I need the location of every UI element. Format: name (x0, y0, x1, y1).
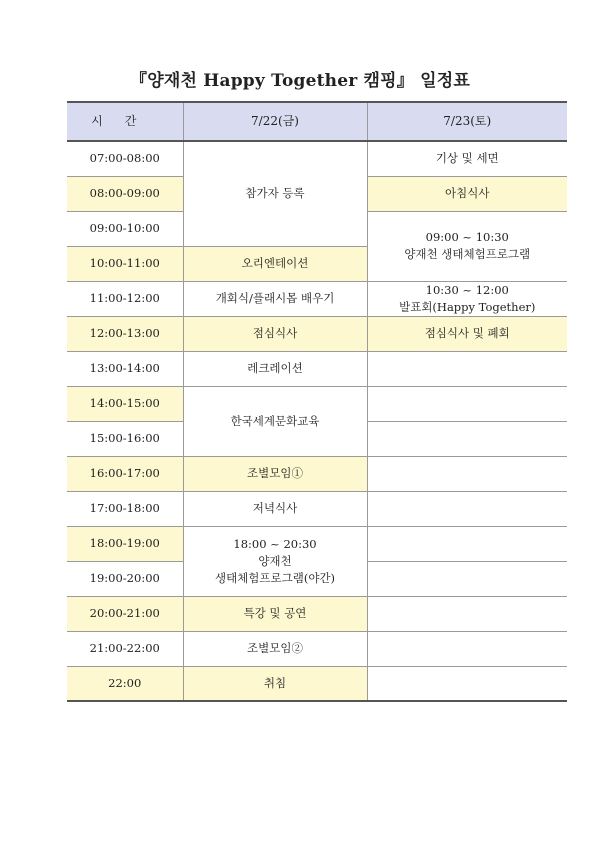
day1-group1: 조별모임① (183, 456, 367, 491)
schedule-table (67, 101, 567, 702)
table-row (67, 351, 567, 386)
time-cell: 16:00-17:00 (67, 456, 183, 491)
time-cell: 15:00-16:00 (67, 421, 183, 456)
day1-night-program-time: 18:00 ~ 20:30 (233, 536, 317, 551)
table-row (67, 386, 567, 421)
time-cell: 07:00-08:00 (67, 141, 183, 176)
day1-dinner: 저녁식사 (183, 491, 367, 526)
day1-culture: 한국세계문화교육 (183, 386, 367, 456)
time-cell: 11:00-12:00 (67, 281, 183, 316)
day1-opening: 개회식/플래시몹 배우기 (183, 281, 367, 316)
day1-sleep: 취침 (183, 666, 367, 701)
time-cell: 13:00-14:00 (67, 351, 183, 386)
header-time: 시간 (67, 102, 183, 141)
day2-empty-cell (367, 386, 567, 421)
day2-empty-cell (367, 491, 567, 526)
table-header-row (67, 102, 567, 141)
day1-lunch: 점심식사 (183, 316, 367, 351)
table-row (67, 281, 567, 316)
table-row (67, 316, 567, 351)
day2-presentation-name: 발표회(Happy Together) (399, 299, 536, 314)
day2-wake: 기상 및 세면 (367, 141, 567, 176)
header-day1: 7/22(금) (183, 102, 367, 141)
page-title: 『양재천 Happy Together 캠핑』 일정표 (130, 71, 470, 91)
time-cell: 20:00-21:00 (67, 596, 183, 631)
day2-eco-program (367, 211, 567, 281)
day1-night-program (183, 526, 367, 596)
table-row (67, 491, 567, 526)
time-cell: 22:00 (67, 666, 183, 701)
day2-empty-cell (367, 561, 567, 596)
day2-empty-cell (367, 631, 567, 666)
day2-lunch-closing: 점심식사 및 폐회 (367, 316, 567, 351)
day2-empty-cell (367, 421, 567, 456)
time-cell: 10:00-11:00 (67, 246, 183, 281)
day2-empty-cell (367, 666, 567, 701)
header-day2: 7/23(토) (367, 102, 567, 141)
time-cell: 08:00-09:00 (67, 176, 183, 211)
table-row (67, 666, 567, 701)
day1-night-program-place: 양재천 (258, 553, 292, 568)
time-cell: 17:00-18:00 (67, 491, 183, 526)
day2-eco-program-time: 09:00 ~ 10:30 (425, 230, 509, 244)
day2-presentation-time: 10:30 ~ 12:00 (425, 282, 509, 297)
day2-eco-program-name: 양재천 생태체험프로그램 (404, 247, 531, 261)
day1-recreation: 레크레이션 (183, 351, 367, 386)
day2-breakfast: 아침식사 (367, 176, 567, 211)
day2-empty-cell (367, 596, 567, 631)
time-cell: 18:00-19:00 (67, 526, 183, 561)
day1-group2: 조별모임② (183, 631, 367, 666)
time-cell: 09:00-10:00 (67, 211, 183, 246)
day1-lecture: 특강 및 공연 (183, 596, 367, 631)
day2-empty-cell (367, 351, 567, 386)
table-row (67, 631, 567, 666)
day2-presentation (367, 281, 567, 316)
table-row (67, 141, 567, 176)
table-row (67, 526, 567, 561)
table-row (67, 596, 567, 631)
table-row (67, 456, 567, 491)
day2-empty-cell (367, 526, 567, 561)
time-cell: 19:00-20:00 (67, 561, 183, 596)
day1-orientation: 오리엔테이션 (183, 246, 367, 281)
time-cell: 21:00-22:00 (67, 631, 183, 666)
day2-empty-cell (367, 456, 567, 491)
day1-registration: 참가자 등록 (183, 141, 367, 246)
time-cell: 14:00-15:00 (67, 386, 183, 421)
day1-night-program-name: 생태체험프로그램(야간) (214, 570, 336, 585)
time-cell: 12:00-13:00 (67, 316, 183, 351)
